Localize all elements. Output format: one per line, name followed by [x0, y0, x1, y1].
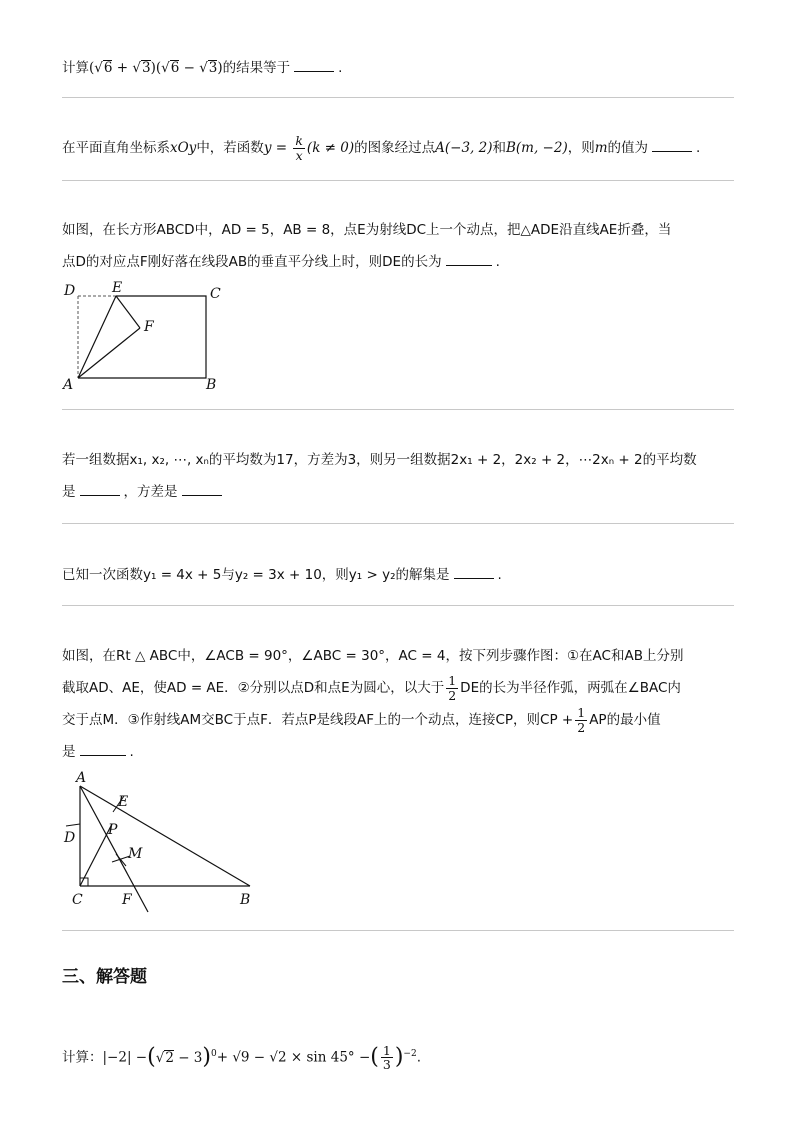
label-c: C [72, 892, 83, 908]
answer-blank [182, 481, 222, 496]
divider [62, 409, 734, 410]
label-d: D [64, 830, 76, 846]
divider [62, 97, 734, 98]
divider [62, 180, 734, 181]
question-2 [62, 132, 734, 164]
q7-frac-den: 3 [382, 1057, 391, 1072]
label-e: E [118, 794, 129, 810]
q1-expression: (√6 + √3)(√6 − √3) [89, 60, 223, 76]
q2-function: y = [263, 140, 292, 156]
q7-fraction [381, 1044, 393, 1071]
q6-frac-den: 2 [448, 687, 457, 703]
q6-line-2 [62, 672, 734, 704]
q2-text-2: 中，若函数 [196, 140, 264, 156]
question-1 [62, 52, 734, 84]
question-6 [62, 640, 734, 768]
q5-text: 已知一次函数y₁ = 4x + 5与y₂ = 3x + 10，则y₁ > y₂的解集是 [62, 567, 450, 583]
question-3 [62, 214, 734, 278]
label-b: B [206, 377, 217, 392]
q6-line-3 [62, 704, 734, 736]
q2-then: ，则 [567, 140, 595, 156]
q6-frac-den: 2 [577, 719, 586, 735]
q1-prefix: 计算 [62, 60, 89, 76]
question-4 [62, 444, 734, 508]
q2-and: 和 [492, 140, 506, 156]
q6-line-1: 如图，在Rt △ ABC中，∠ACB = 90°，∠ABC = 30°，AC = 4，按下列步骤作图：①在AC和AB上分别 [62, 648, 684, 664]
answer-blank [446, 251, 492, 266]
q2-text-3: 的图象经过点 [354, 140, 436, 156]
q6-line-3-end: AP的最小值 [589, 712, 661, 728]
paren-open: ( [370, 1044, 379, 1070]
q7-prefix: 计算： [62, 1049, 103, 1066]
q3-line-2-text: 点D的对应点F刚好落在线段AB的垂直平分线上时，则DE的长为 [62, 254, 442, 270]
q2-fraction [293, 134, 305, 161]
label-f: F [122, 892, 132, 908]
label-f: F [144, 319, 154, 335]
line-af [78, 328, 140, 378]
q1-suffix: 的结果等于 [222, 60, 291, 76]
label-m: M [128, 846, 143, 862]
q3-line-1: 如图，在长方形ABCD中，AD = 5，AB = 8，点E为射线DC上一个动点，把△ADE沿直线AE折叠，当 [62, 222, 672, 238]
line-ef [116, 296, 140, 328]
q2-point-a: A(−3, 2) [435, 140, 493, 156]
q7-root-term: √2 − 3 [155, 1049, 203, 1066]
section-title: 三、解答题 [62, 967, 147, 987]
question-5 [62, 559, 734, 591]
q6-line-4 [62, 736, 734, 768]
q4-line-1: 若一组数据x₁, x₂, ⋯, xₙ的平均数为17，方差为3，则另一组数据2x₁ + 2，2x₂ + 2，⋯2xₙ + 2的平均数 [62, 452, 697, 468]
answer-blank [454, 564, 494, 579]
divider [62, 605, 734, 606]
question-7 [62, 1038, 734, 1074]
q3-line-2 [62, 246, 734, 278]
paren-open: ( [147, 1044, 156, 1070]
q3-period: . [495, 254, 500, 270]
q6-line-2-end: DE的长为半径作弧，两弧在∠BAC内 [460, 680, 681, 696]
q2-condition: (k ≠ 0) [306, 140, 355, 156]
q7-frac-num: 1 [382, 1042, 391, 1058]
q4-line-2 [62, 476, 734, 508]
q7-exponent-0: 0 [210, 1049, 217, 1059]
q7-exponent: −2 [403, 1049, 417, 1059]
q5-period: . [497, 567, 502, 583]
q2-frac-num: k [295, 133, 303, 149]
q2-period: . [696, 140, 701, 156]
q6-line-4-start: 是 [62, 744, 76, 760]
paren-close: ) [394, 1044, 404, 1070]
q2-m: m [594, 140, 608, 156]
q7-period: . [416, 1049, 421, 1066]
label-d: D [64, 283, 76, 299]
triangle-figure [58, 766, 268, 916]
divider [62, 523, 734, 524]
q6-frac-num: 1 [577, 705, 586, 721]
label-e: E [112, 280, 123, 296]
rectangle-figure [58, 280, 228, 392]
q1-period: . [338, 60, 343, 76]
q6-fraction-half [446, 674, 458, 701]
label-p: P [108, 822, 118, 838]
q4-line-2-start: 是 [62, 484, 76, 500]
answer-blank [80, 741, 126, 756]
label-b: B [240, 892, 251, 908]
q4-line-2-mid: ，方差是 [123, 484, 178, 500]
q2-tail: 的值为 [607, 140, 649, 156]
q2-point-b: B(m, −2) [505, 140, 568, 156]
q2-text-1: 在平面直角坐标系 [62, 140, 170, 156]
label-a: A [63, 377, 74, 392]
q2-coord-system: xOy [170, 140, 197, 156]
label-c: C [210, 286, 221, 302]
divider [62, 930, 734, 931]
line-ae [78, 296, 116, 378]
answer-blank [80, 481, 120, 496]
answer-blank [294, 57, 334, 72]
q7-middle: + √9 − √2 × sin 45° − [216, 1049, 371, 1066]
q6-frac-num: 1 [448, 673, 457, 689]
q2-frac-den: x [293, 148, 305, 162]
q6-period: . [129, 744, 134, 760]
paren-close: ) [202, 1044, 211, 1070]
label-a: A [76, 770, 87, 786]
q7-abs: |−2| − [102, 1049, 148, 1066]
q6-line-3-start: 交于点M．③作射线AM交BC于点F．若点P是线段AF上的一个动点，连接CP，则CP + [62, 712, 574, 728]
q6-line-2-start: 截取AD、AE，使AD = AE．②分别以点D和点E为圆心，以大于 [62, 680, 445, 696]
arc-d [66, 824, 80, 826]
answer-blank [652, 137, 692, 152]
q6-fraction-half-2 [575, 706, 587, 733]
